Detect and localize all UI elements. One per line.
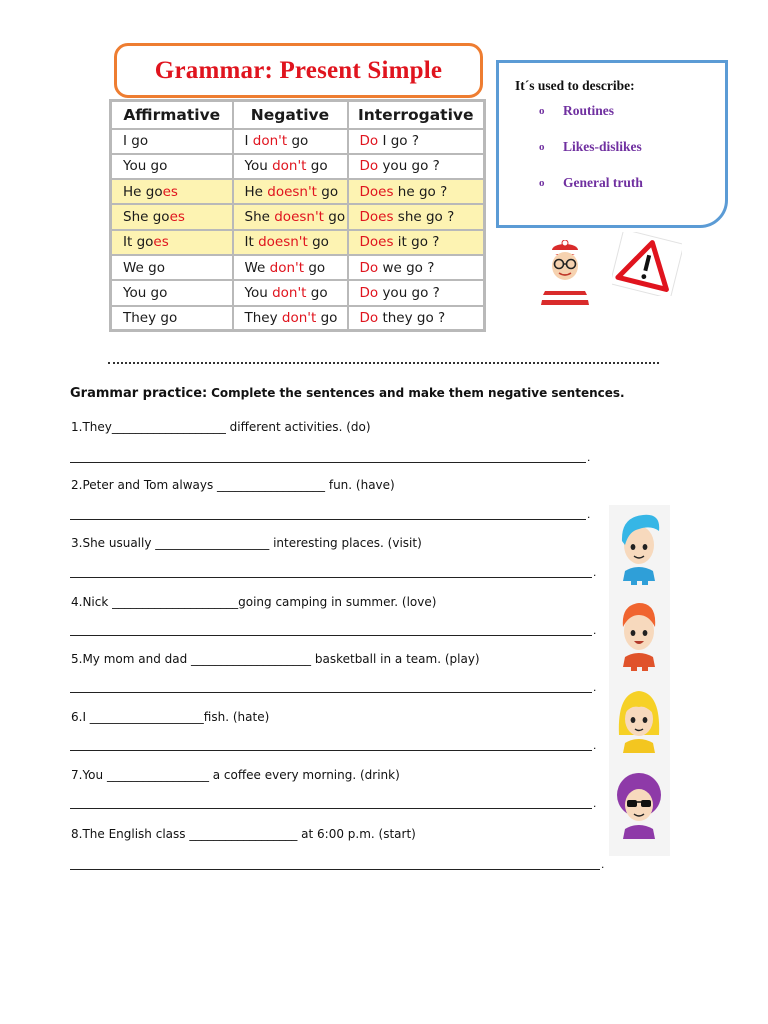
table-row (111, 154, 485, 179)
interrogative-rest: we go ? (378, 259, 435, 276)
cell-negative (233, 179, 348, 204)
usage-info-box (496, 60, 728, 228)
interrogative-rest: they go ? (378, 309, 446, 326)
cell-affirmative (111, 129, 233, 154)
answer-line-8[interactable] (70, 869, 600, 870)
usage-list (539, 103, 643, 211)
cell-negative (233, 129, 348, 154)
column-header-negative: Negative (233, 101, 348, 129)
interrogative-auxiliary: Does (359, 209, 394, 226)
negative-verb: go (316, 309, 338, 326)
usage-item-likes-dislikes: Likes-dislikes (563, 139, 642, 154)
answer-dot: . (593, 565, 597, 579)
cell-affirmative (111, 179, 233, 204)
cell-affirmative (111, 230, 233, 255)
cell-affirmative (111, 306, 233, 331)
interrogative-auxiliary: Do (359, 259, 379, 276)
negative-verb: go (323, 209, 346, 226)
negative-subject: I (244, 133, 253, 150)
usage-heading: It´s used to describe: (515, 78, 635, 93)
boy-red-hair-icon (609, 593, 670, 677)
table-row (111, 129, 485, 154)
affirmative-suffix: es (162, 183, 178, 200)
column-header-affirmative: Affirmative (111, 101, 233, 129)
negative-verb: go (316, 183, 339, 200)
grammar-table (109, 99, 486, 332)
warning-triangle-icon (612, 232, 682, 296)
practice-instruction: Complete the sentences and make them negative sentences. (211, 386, 625, 400)
affirmative-suffix: es (153, 234, 169, 251)
table-row (111, 255, 485, 280)
interrogative-auxiliary: Do (359, 309, 379, 326)
question-4: 4.Nick _____________________going camping in summer. (love) (71, 595, 437, 609)
cell-negative (233, 306, 348, 331)
interrogative-rest: she go ? (393, 209, 455, 226)
interrogative-rest: it go ? (393, 234, 440, 251)
usage-item-routines: Routines (563, 103, 615, 118)
question-5: 5.My mom and dad ____________________ basketball in a team. (play) (71, 652, 480, 666)
table-row (111, 204, 485, 229)
cell-interrogative (348, 179, 485, 204)
negative-verb: go (307, 234, 329, 251)
interrogative-auxiliary: Do (359, 284, 379, 301)
table-row (111, 280, 485, 305)
waldo-character-icon (532, 240, 598, 312)
affirmative-base: We go (123, 259, 165, 276)
interrogative-rest: you go ? (378, 284, 440, 301)
interrogative-auxiliary: Does (359, 234, 394, 251)
answer-line-6[interactable] (70, 750, 592, 751)
negative-verb: go (306, 158, 328, 175)
interrogative-auxiliary: Does (359, 183, 394, 200)
answer-dot: . (601, 857, 605, 871)
bullet-icon: o (539, 141, 545, 153)
cell-negative (233, 255, 348, 280)
table-row (111, 230, 485, 255)
negative-verb: go (304, 259, 326, 276)
answer-line-7[interactable] (70, 808, 592, 809)
answer-dot: . (587, 507, 591, 521)
question-8: 8.The English class __________________ at 6:00 p.m. (start) (71, 827, 416, 841)
affirmative-base: He go (123, 183, 163, 200)
negative-auxiliary: don't (272, 284, 307, 301)
negative-subject: It (244, 234, 259, 251)
interrogative-rest: you go ? (378, 158, 440, 175)
interrogative-rest: I go ? (378, 133, 420, 150)
answer-dot: . (593, 680, 597, 694)
usage-item-general-truth: General truth (563, 175, 643, 190)
question-2: 2.Peter and Tom always __________________ fun. (have) (71, 478, 395, 492)
cell-interrogative (348, 154, 485, 179)
answer-dot: . (593, 796, 597, 810)
negative-auxiliary: don't (272, 158, 307, 175)
question-7: 7.You _________________ a coffee every morning. (drink) (71, 768, 400, 782)
interrogative-auxiliary: Do (359, 133, 379, 150)
bullet-icon: o (539, 177, 545, 189)
negative-auxiliary: doesn't (274, 209, 324, 226)
table-row (111, 179, 485, 204)
negative-verb: go (306, 284, 328, 301)
cell-interrogative (348, 230, 485, 255)
cell-interrogative (348, 306, 485, 331)
list-item (539, 103, 643, 139)
cell-affirmative (111, 154, 233, 179)
affirmative-base: You go (123, 284, 168, 301)
answer-line-4[interactable] (70, 635, 592, 636)
question-1: 1.They___________________ different activities. (do) (71, 420, 371, 434)
cell-affirmative (111, 280, 233, 305)
negative-subject: They (244, 309, 282, 326)
table-row (111, 306, 485, 331)
negative-verb: go (287, 133, 309, 150)
answer-dot: . (593, 738, 597, 752)
cell-interrogative (348, 280, 485, 305)
affirmative-base: I go (123, 133, 149, 150)
negative-auxiliary: don't (252, 133, 288, 150)
affirmative-base: She go (123, 209, 170, 226)
negative-subject: She (244, 209, 275, 226)
negative-subject: You (244, 158, 273, 175)
affirmative-suffix: es (169, 209, 185, 226)
cell-affirmative (111, 204, 233, 229)
question-3: 3.She usually ___________________ interesting places. (visit) (71, 536, 422, 550)
negative-auxiliary: doesn't (267, 183, 317, 200)
cell-negative (233, 230, 348, 255)
affirmative-base: It go (123, 234, 154, 251)
cell-interrogative (348, 255, 485, 280)
answer-dot: . (587, 450, 591, 464)
answer-line-2[interactable] (70, 519, 586, 520)
girl-yellow-hair-icon (609, 679, 670, 763)
boy-blue-hair-icon (609, 507, 670, 591)
negative-subject: You (244, 284, 273, 301)
negative-subject: He (244, 183, 268, 200)
answer-line-3[interactable] (70, 577, 592, 578)
practice-heading (70, 386, 625, 401)
negative-auxiliary: don't (281, 309, 317, 326)
list-item (539, 175, 643, 211)
girl-purple-hair-sunglasses-icon (609, 765, 670, 849)
answer-line-1[interactable] (70, 462, 586, 463)
interrogative-rest: he go ? (393, 183, 448, 200)
title-box (114, 43, 483, 98)
cell-negative (233, 204, 348, 229)
list-item (539, 139, 643, 175)
negative-auxiliary: don't (269, 259, 305, 276)
bullet-icon: o (539, 105, 545, 117)
column-header-interrogative: Interrogative (348, 101, 485, 129)
affirmative-base: You go (123, 158, 168, 175)
table-header-row (111, 101, 485, 129)
cell-interrogative (348, 129, 485, 154)
face-illustration-strip (609, 505, 670, 856)
negative-auxiliary: doesn't (258, 234, 308, 251)
cell-affirmative (111, 255, 233, 280)
negative-subject: We (244, 259, 270, 276)
answer-line-5[interactable] (70, 692, 592, 693)
answer-dot: . (593, 623, 597, 637)
cell-negative (233, 154, 348, 179)
page-title: Grammar: Present Simple (154, 56, 443, 84)
affirmative-base: They go (123, 309, 178, 326)
section-divider (108, 362, 659, 364)
interrogative-auxiliary: Do (359, 158, 379, 175)
cell-negative (233, 280, 348, 305)
question-6: 6.I ___________________fish. (hate) (71, 710, 270, 724)
cell-interrogative (348, 204, 485, 229)
practice-label: Grammar practice: (70, 386, 208, 401)
